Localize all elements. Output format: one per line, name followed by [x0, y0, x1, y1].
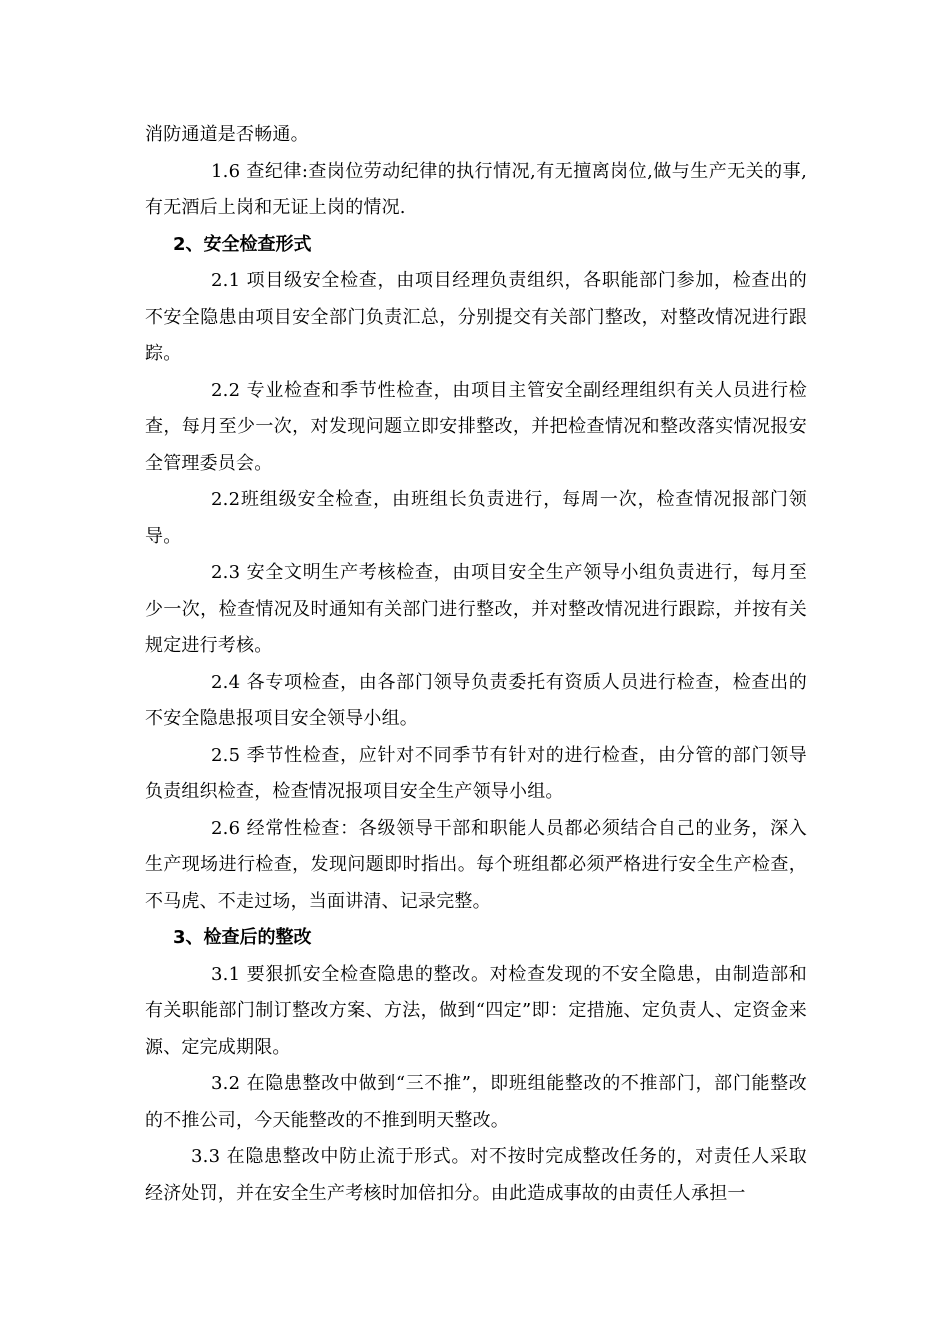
- paragraph-2-2-team: 2.2班组级安全检查，由班组长负责进行，每周一次，检查情况报部门领导。: [145, 489, 807, 547]
- paragraph-3-2: 3.2 在隐患整改中做到“三不推”，即班组能整改的不推部门，部门能整改的不推公司，今天能整改的不推到明天整改。: [145, 1073, 807, 1131]
- paragraph-2-5: 2.5 季节性检查，应针对不同季节有针对的进行检查，由分管的部门领导负责组织检查，检查情况报项目安全生产领导小组。: [145, 744, 807, 802]
- paragraph-2-6: 2.6 经常性检查：各级领导干部和职能人员都必须结合自己的业务，深入生产现场进行检查，发现问题即时指出。每个班组都必须严格进行安全生产检查，不马虎、不走过场，当面讲清、记录完整。: [145, 817, 807, 912]
- paragraph-2-3: 2.3 安全文明生产考核检查，由项目安全生产领导小组负责进行，每月至少一次，检查情况及时通知有关部门进行整改，并对整改情况进行跟踪，并按有关规定进行考核。: [145, 562, 807, 656]
- paragraph-2-2-professional: 2.2 专业检查和季节性检查，由项目主管安全副经理组织有关人员进行检查，每月至少一次，对发现问题立即安排整改，并把检查情况和整改落实情况报安全管理委员会。: [145, 379, 807, 474]
- heading-inspection-forms: 2、安全检查形式: [173, 233, 312, 255]
- paragraph-2-1: 2.1 项目级安全检查，由项目经理负责组织，各职能部门参加，检查出的不安全隐患由项目安全部门负责汇总，分别提交有关部门整改，对整改情况进行跟踪。: [145, 270, 807, 364]
- paragraph-3-3: 3.3 在隐患整改中防止流于形式。对不按时完成整改任务的，对责任人采取经济处罚，并在安全生产考核时加倍扣分。由此造成事故的由责任人承担一: [145, 1146, 807, 1204]
- paragraph-fire-exit: 消防通道是否畅通。: [145, 124, 309, 145]
- paragraph-3-1: 3.1 要狠抓安全检查隐患的整改。对检查发现的不安全隐患，由制造部和有关职能部门制订整改方案、方法，做到“四定”即：定措施、定负责人、定资金来源、定完成期限。: [145, 963, 807, 1058]
- paragraph-1-6-discipline: 1.6 查纪律:查岗位劳动纪律的执行情况,有无擅离岗位,做与生产无关的事,有无酒后上岗和无证上岗的情况.: [145, 160, 807, 218]
- paragraph-2-4: 2.4 各专项检查，由各部门领导负责委托有资质人员进行检查，检查出的不安全隐患报项目安全领导小组。: [145, 671, 807, 729]
- heading-rectification: 3、检查后的整改: [173, 927, 312, 948]
- document-body: [145, 117, 807, 1212]
